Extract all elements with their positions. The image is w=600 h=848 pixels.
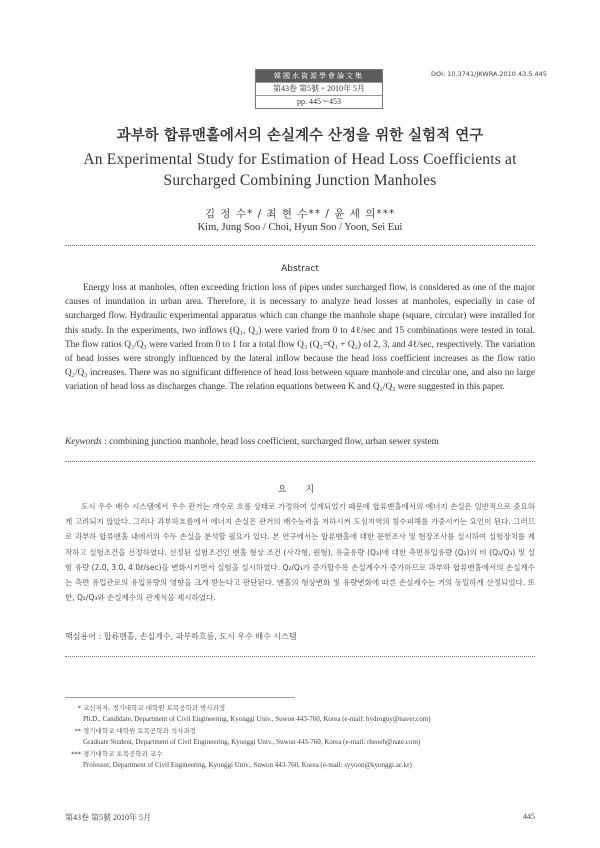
divider: [65, 461, 535, 462]
divider: [65, 245, 535, 246]
footnote-english: Professor, Department of Civil Engineering, Kyonggi Univ., Suwon 443-760, Korea (e-mail: syyoon@kyonggi.ac.kr): [83, 761, 412, 769]
abstract-text: Energy loss at manholes, often exceeding friction loss of pipes under surcharged flow, is considered as one of the major causes of inundation in urban area. Therefore, it is necessary to analyze head losses at manholes, especially in case of surcharged flow. Hydraulic experimental apparatus which can change the manhole shape (square, circular) were installed for this study. In the experiments, two inflows (Q₁, Q₂) were varied from 0 to 4ℓ/sec and 15 combinations were tested in total. The flow ratios Q₂/Q₃ were varied from 0 to 1 for a total flow Q₃ (Q₃=Q₁ + Q₂) of 2, 3, and 4ℓ/sec, respectively. The variation of head losses were strongly influenced by the lateral inflow because the head loss coefficient increases as the flow ratio Q₂/Q₃ increases. There was no significant difference of head loss between square manhole and circular one, and also no large variation of head loss as discharges change. The relation equations between K and Q₂/Q₃ were suggested in this paper.: [65, 283, 535, 393]
title-english-line2: Surcharged Combining Junction Manholes: [163, 172, 437, 189]
journal-pages: pp. 445～453: [256, 95, 382, 108]
footnote-english: Graduate Student, Department of Civil Engineering, Kyonggi Univ., Suwon 443-760, Korea (e-mail: rheoeh@nate.com): [83, 738, 421, 746]
footnote-mark: *: [77, 704, 81, 712]
abstract-body: [65, 281, 535, 395]
footnote-mark: ***: [71, 750, 81, 758]
footer-journal-issue: 第43卷 第5號 2010年 5月: [65, 813, 151, 822]
page-number: 445: [523, 812, 535, 821]
keywords-text: : combining junction manhole, head loss coefficient, surcharged flow, urban sewer system: [104, 437, 439, 447]
divider: [65, 656, 535, 657]
journal-name: 韓國水資源學會論文集: [256, 70, 382, 82]
journal-header-box: [255, 69, 383, 109]
journal-volume: 第43卷 第5號・2010年 5月: [256, 82, 382, 95]
title-english: [0, 149, 600, 191]
korean-abstract-body: [65, 499, 535, 605]
footnote-3: [65, 749, 535, 771]
footnote-2: [65, 726, 535, 748]
footnote-korean: 경기대학교 대학원 토목공학과 석사과정: [83, 727, 196, 735]
doi: DOI: 10.3741/JKWRA.2010.43.5.445: [431, 70, 547, 78]
footnote-english: Ph.D., Candidate, Department of Civil Engineering, Kyonggi Univ., Suwon 443-760, Korea (e-mail: hydroguy@naver.com): [83, 715, 431, 723]
korean-abstract-text: 도시 우수 배수 시스템에서 우수 관거는 개수로 흐름 상태로 가정하여 설계되었기 때문에 합류맨홀에서의 에너지 손실은 일반적으로 중요하게 고려되지 않았다. 그러나 과부하흐름에서 에너지 손실은 관거의 배수능력을 저하시켜 도심지역의 침수피해를 가중시키는 요인이 된다. 그러므로 과부하 합류맨홀 내에서의 수두 손실을 분석할 필요가 있다. 본 연구에서는 합류맨홀에 대한 문헌조사 및 현장조사를 실시하여 실험장치를 제작하고 실험조건을 선정하였다. 선정된 실험조건인 맨홀 형상 조건 (사각형, 원형), 유출유량 (Q₃)에 대한 측면유입유량 (Q₂)의 비 (Q₂/Q₃) 및 실험 유량 (2.0, 3.0, 4.0ℓ/sec)을 변화시키면서 실험을 실시하였다. Q₂/Q₃가 증가할수록 손실계수가 증가하므로 과부하 합류맨홀에서의 손실계수는 측면 유입관로의 유입유량의 영향을 크게 받는다고 판단된다. 맨홀의 형상변화 및 유량변화에 따른 손실계수는 거의 동일하게 산정되었다. 또한, Q₂/Q₃와 손실계수의 관계식을 제시하였다.: [65, 502, 535, 603]
keywords: [65, 437, 535, 447]
authors-korean: 김 정 수* / 최 현 수** / 윤 세 의***: [204, 208, 396, 220]
keywords-label: Keywords: [65, 437, 102, 447]
footnote-rule: [65, 697, 295, 698]
footnote-korean: 교신저자, 경기대학교 대학원 토목공학과 박사과정: [83, 704, 226, 712]
abstract-heading: Abstract: [281, 264, 319, 274]
title-korean: 과부하 합류맨홀에서의 손실계수 산정을 위한 실험적 연구: [116, 128, 484, 144]
title-english-line1: An Experimental Study for Estimation of Head Loss Coefficients at: [83, 151, 517, 168]
footnote-korean: 경기대학교 토목공학과 교수: [83, 750, 163, 758]
authors-english: Kim, Jung Soo / Choi, Hyun Soo / Yoon, Sei Eui: [197, 222, 403, 233]
korean-keywords: 핵심용어 : 합류맨홀, 손실계수, 과부하흐름, 도시 우수 배수 시스템: [65, 632, 297, 641]
korean-abstract-heading: 요 지: [277, 485, 323, 495]
footnote-mark: **: [74, 727, 81, 735]
footnote-1: [65, 703, 535, 725]
